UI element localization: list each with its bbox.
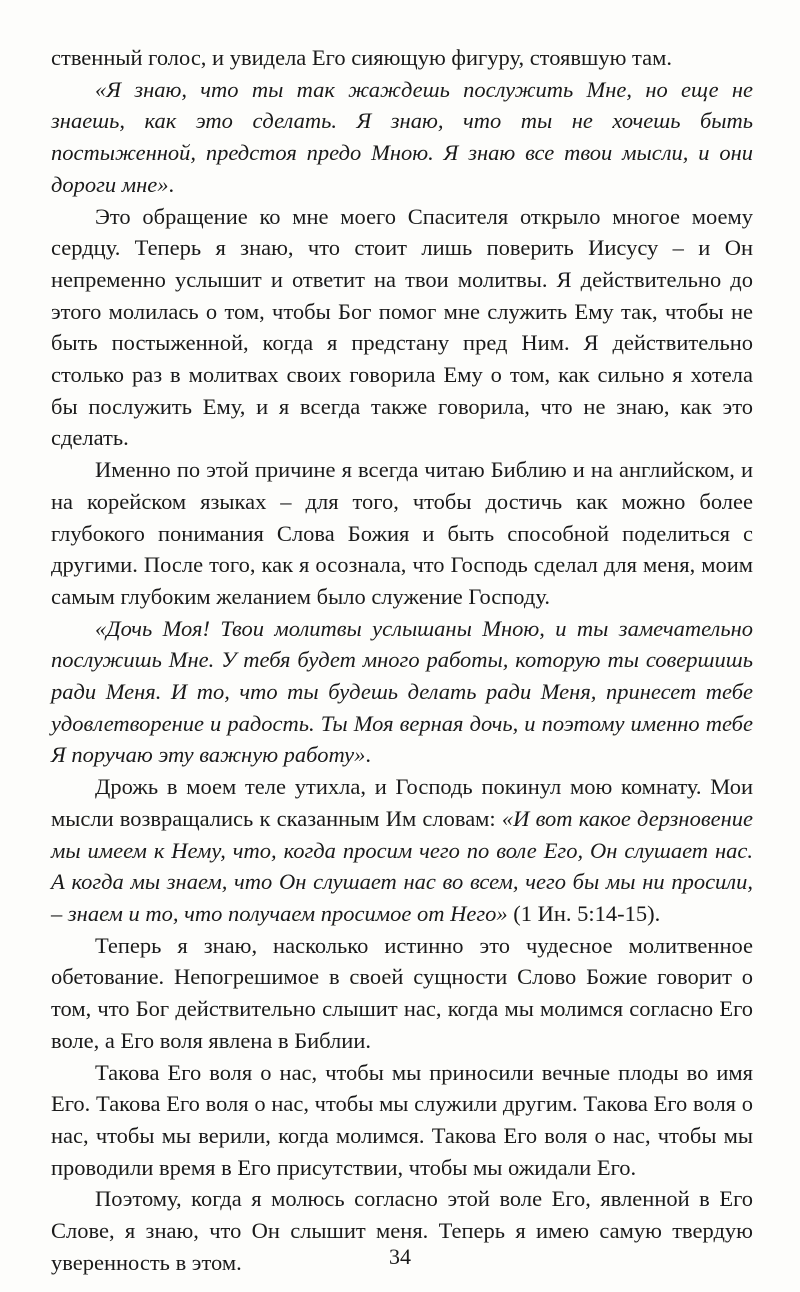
paragraph xyxy=(51,74,753,201)
text-run: Это обращение ко мне моего Спасителя открыло многое моему сердцу. Теперь я знаю, что стоит лишь поверить Иисусу – и Он непременно услышит и ответит на твои молитвы. Я действительно до этого молилась о том, чтобы Бог помог мне служить Ему так, чтобы не быть постыженной, когда я предстану пред Ним. Я действительно столько раз в молитвах своих говорила Ему о том, как сильно я хотела бы послужить Ему, и я всегда также говорила, что не знаю, как это сделать. xyxy=(51,203,753,451)
text-run: Поэтому, когда я молюсь согласно этой воле Его, явленной в Его Слове, я знаю, что Он слышит меня. Теперь я имею самую твердую уверенность в этом. xyxy=(51,1186,753,1275)
text-run: Теперь я знаю, насколько истинно это чудесное молитвенное обетование. Непогрешимое в своей сущности Слово Божие говорит о том, что Бог действительно слышит нас, когда мы молимся согласно Его воле, а Его воля явлена в Библии. xyxy=(51,932,753,1053)
italic-quote-run: «Дочь Моя! Твои молитвы услышаны Мною, и ты замечательно послужишь Мне. У тебя будет много работы, которую ты совершишь ради Меня. И то, что ты будешь делать ради Меня, принесет тебе удовлетворение и радость. Ты Моя верная дочь, и поэтому именно тебе Я поручаю эту важную работу» xyxy=(51,615,753,768)
paragraph xyxy=(51,454,753,613)
paragraph xyxy=(51,201,753,455)
text-run: (1 Ин. 5:14-15). xyxy=(507,900,661,926)
paragraph xyxy=(51,771,753,930)
text-run: Такова Его воля о нас, чтобы мы приносили вечные плоды во имя Его. Такова Его воля о нас, чтобы мы служили другим. Такова Его воля о нас, чтобы мы верили, когда молимся. Такова Его воля о нас, чтобы мы проводили время в Его присутствии, чтобы мы ожидали Его. xyxy=(51,1059,753,1180)
paragraph xyxy=(51,42,753,74)
body-text xyxy=(51,42,753,1278)
paragraph xyxy=(51,1057,753,1184)
text-run: Именно по этой причине я всегда читаю Библию и на английском, и на корейском языках – для того, чтобы достичь как можно более глубокого понимания Слова Божия и быть способной поделиться с другими. После того, как я осознала, что Господь сделал для меня, моим самым глубоким желанием было служение Господу. xyxy=(51,457,753,609)
italic-quote-run: «Я знаю, что ты так жаждешь послужить Мне, но еще не знаешь, как это сделать. Я знаю, что ты не хочешь быть постыженной, предстоя предо Мною. Я знаю все твои мысли, и они дороги мне» xyxy=(51,76,753,197)
text-run: . xyxy=(168,171,175,197)
page-number: 34 xyxy=(389,1244,411,1269)
text-run: ственный голос, и увидела Его сияющую фигуру, стоявшую там. xyxy=(51,45,672,70)
paragraph xyxy=(51,613,753,772)
paragraph xyxy=(51,930,753,1057)
text-run: Дрожь в моем теле утихла, и Господь покинул мою комнату. Мои мысли возвращались к сказанным Им словам: xyxy=(51,774,753,831)
italic-quote-run: «И вот какое дерзновение мы имеем к Нему, что, когда просим чего по воле Его, Он слушает нас. А когда мы знаем, что Он слушает нас во всем, чего бы мы ни просили, – знаем и то, что получаем просимое от Него» xyxy=(51,805,753,926)
text-run: . xyxy=(365,742,371,768)
